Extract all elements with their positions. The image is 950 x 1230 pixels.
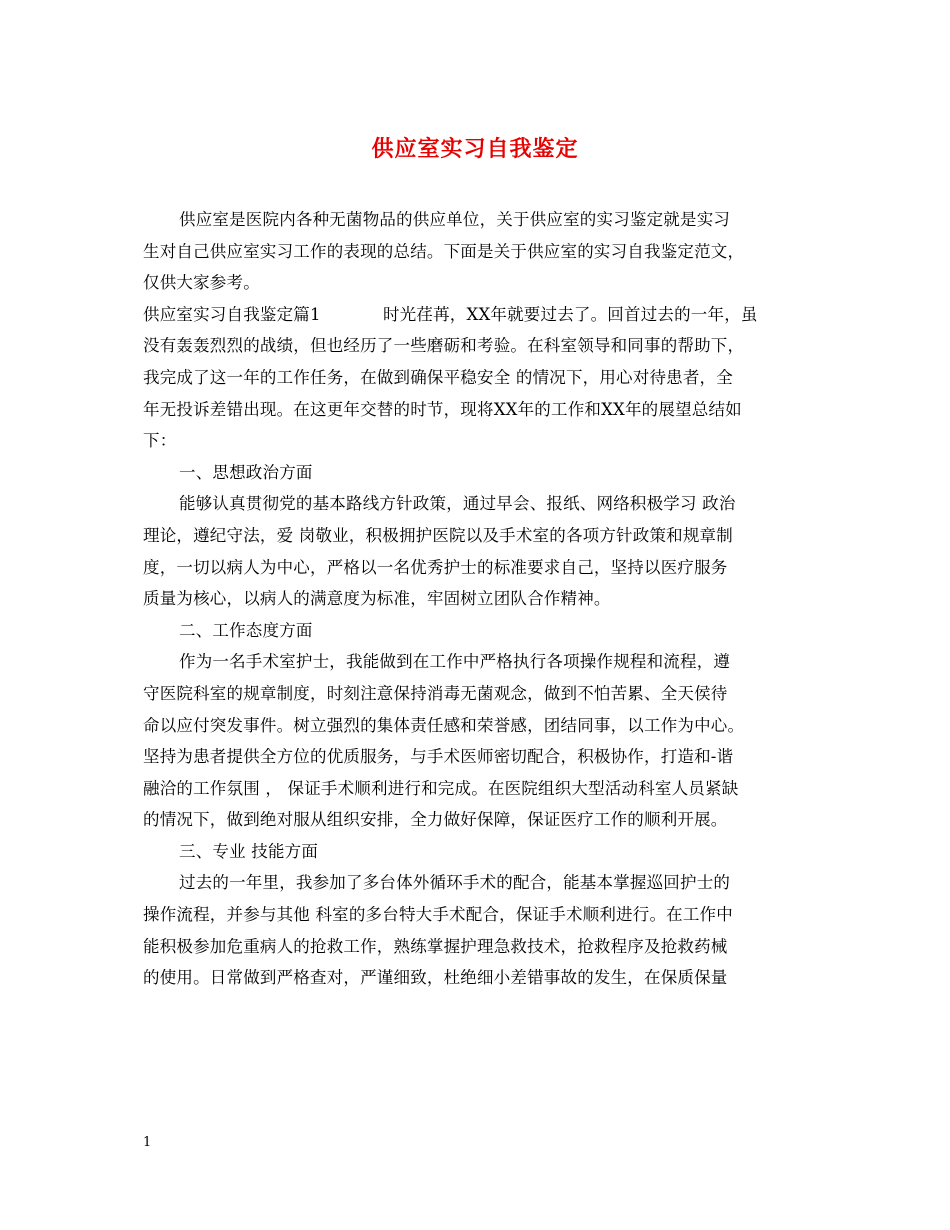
text-line: 质量为核心，以病人的满意度为标准，牢固树立团队合作精神。 (143, 589, 611, 609)
text-line: 供应室是医院内各种无菌物品的供应单位，关于供应室的实习鉴定就是实习 (179, 210, 731, 229)
text-line: 没有轰轰烈烈的战绩，但也经历了一些磨砺和考验。在科室领导和同事的帮助下， (143, 336, 745, 356)
text-line: 融洽的工作氛围 ， 保证手术顺利进行和完成。在医院组织大型活动科室人员紧缺 (143, 778, 739, 798)
text-line: 理论，遵纪守法，爱 岗敬业，积极拥护医院以及手术室的各项方针政策和规章制 (143, 525, 733, 545)
page-number: 1 (143, 1135, 152, 1150)
section-heading: 二、工作态度方面 (179, 620, 313, 640)
text-line: 操作流程，并参与其他 科室的多台特大手术配合，保证手术顺利进行。在工作中 (143, 905, 733, 925)
text-line: 生对自己供应室实习工作的表现的总结。下面是关于供应室的实习自我鉴定范文， (143, 241, 745, 261)
text-line: 坚持为患者提供全方位的优质服务，与手术医师密切配合，积极协作，打造和-谐 (143, 747, 734, 767)
text-line: 的使用。日常做到严格查对，严谨细致，杜绝细小差错事故的发生，在保质保量 (143, 968, 728, 988)
text-line: 下： (143, 431, 177, 451)
text-line: 过去的一年里，我参加了多台体外循环手术的配合，能基本掌握巡回护士的 (179, 873, 731, 893)
document-title: 供应室实习自我鉴定 (371, 136, 579, 162)
text-line: 年无投诉差错出现。在这更年交替的时节，现将XX年的工作和XX年的展望总结如 (143, 399, 742, 419)
text-line: 仅供大家参考。 (143, 273, 260, 293)
section-heading: 三、专业 技能方面 (179, 841, 319, 861)
text-line: 度，一切以病人为中心，严格以一名优秀护士的标准要求自己，坚持以医疗服务 (143, 557, 728, 577)
text-segment: 时光荏苒，XX年就要过去了。回首过去的一年，虽 (383, 304, 758, 324)
text-line: 我完成了这一年的工作任务，在做到确保平稳安全 的情况下，用心对待患者，全 (143, 367, 733, 387)
document-body (143, 204, 815, 994)
text-line: 命以应付突发事件。树立强烈的集体责任感和荣誉感，团结同事，以工作为中心。 (143, 715, 745, 735)
text-line: 的情况下，做到绝对服从组织安排，全力做好保障，保证医疗工作的顺利开展。 (143, 810, 728, 830)
text-line: 守医院科室的规章制度，时刻注意保持消毒无菌观念，做到不怕苦累、全天侯待 (143, 683, 728, 703)
section-heading: 一、思想政治方面 (179, 462, 313, 482)
text-line: 能够认真贯彻党的基本路线方针政策，通过早会、报纸、网络积极学习 政治 (179, 494, 736, 514)
text-line: 作为一名手术室护士，我能做到在工作中严格执行各项操作规程和流程，遵 (179, 652, 731, 672)
text-line: 能积极参加危重病人的抢救工作，熟练掌握护理急救技术，抢救程序及抢救药械 (143, 936, 728, 956)
text-line-with-heading (143, 299, 815, 331)
section-heading-inline: 供应室实习自我鉴定篇1 (143, 304, 321, 324)
